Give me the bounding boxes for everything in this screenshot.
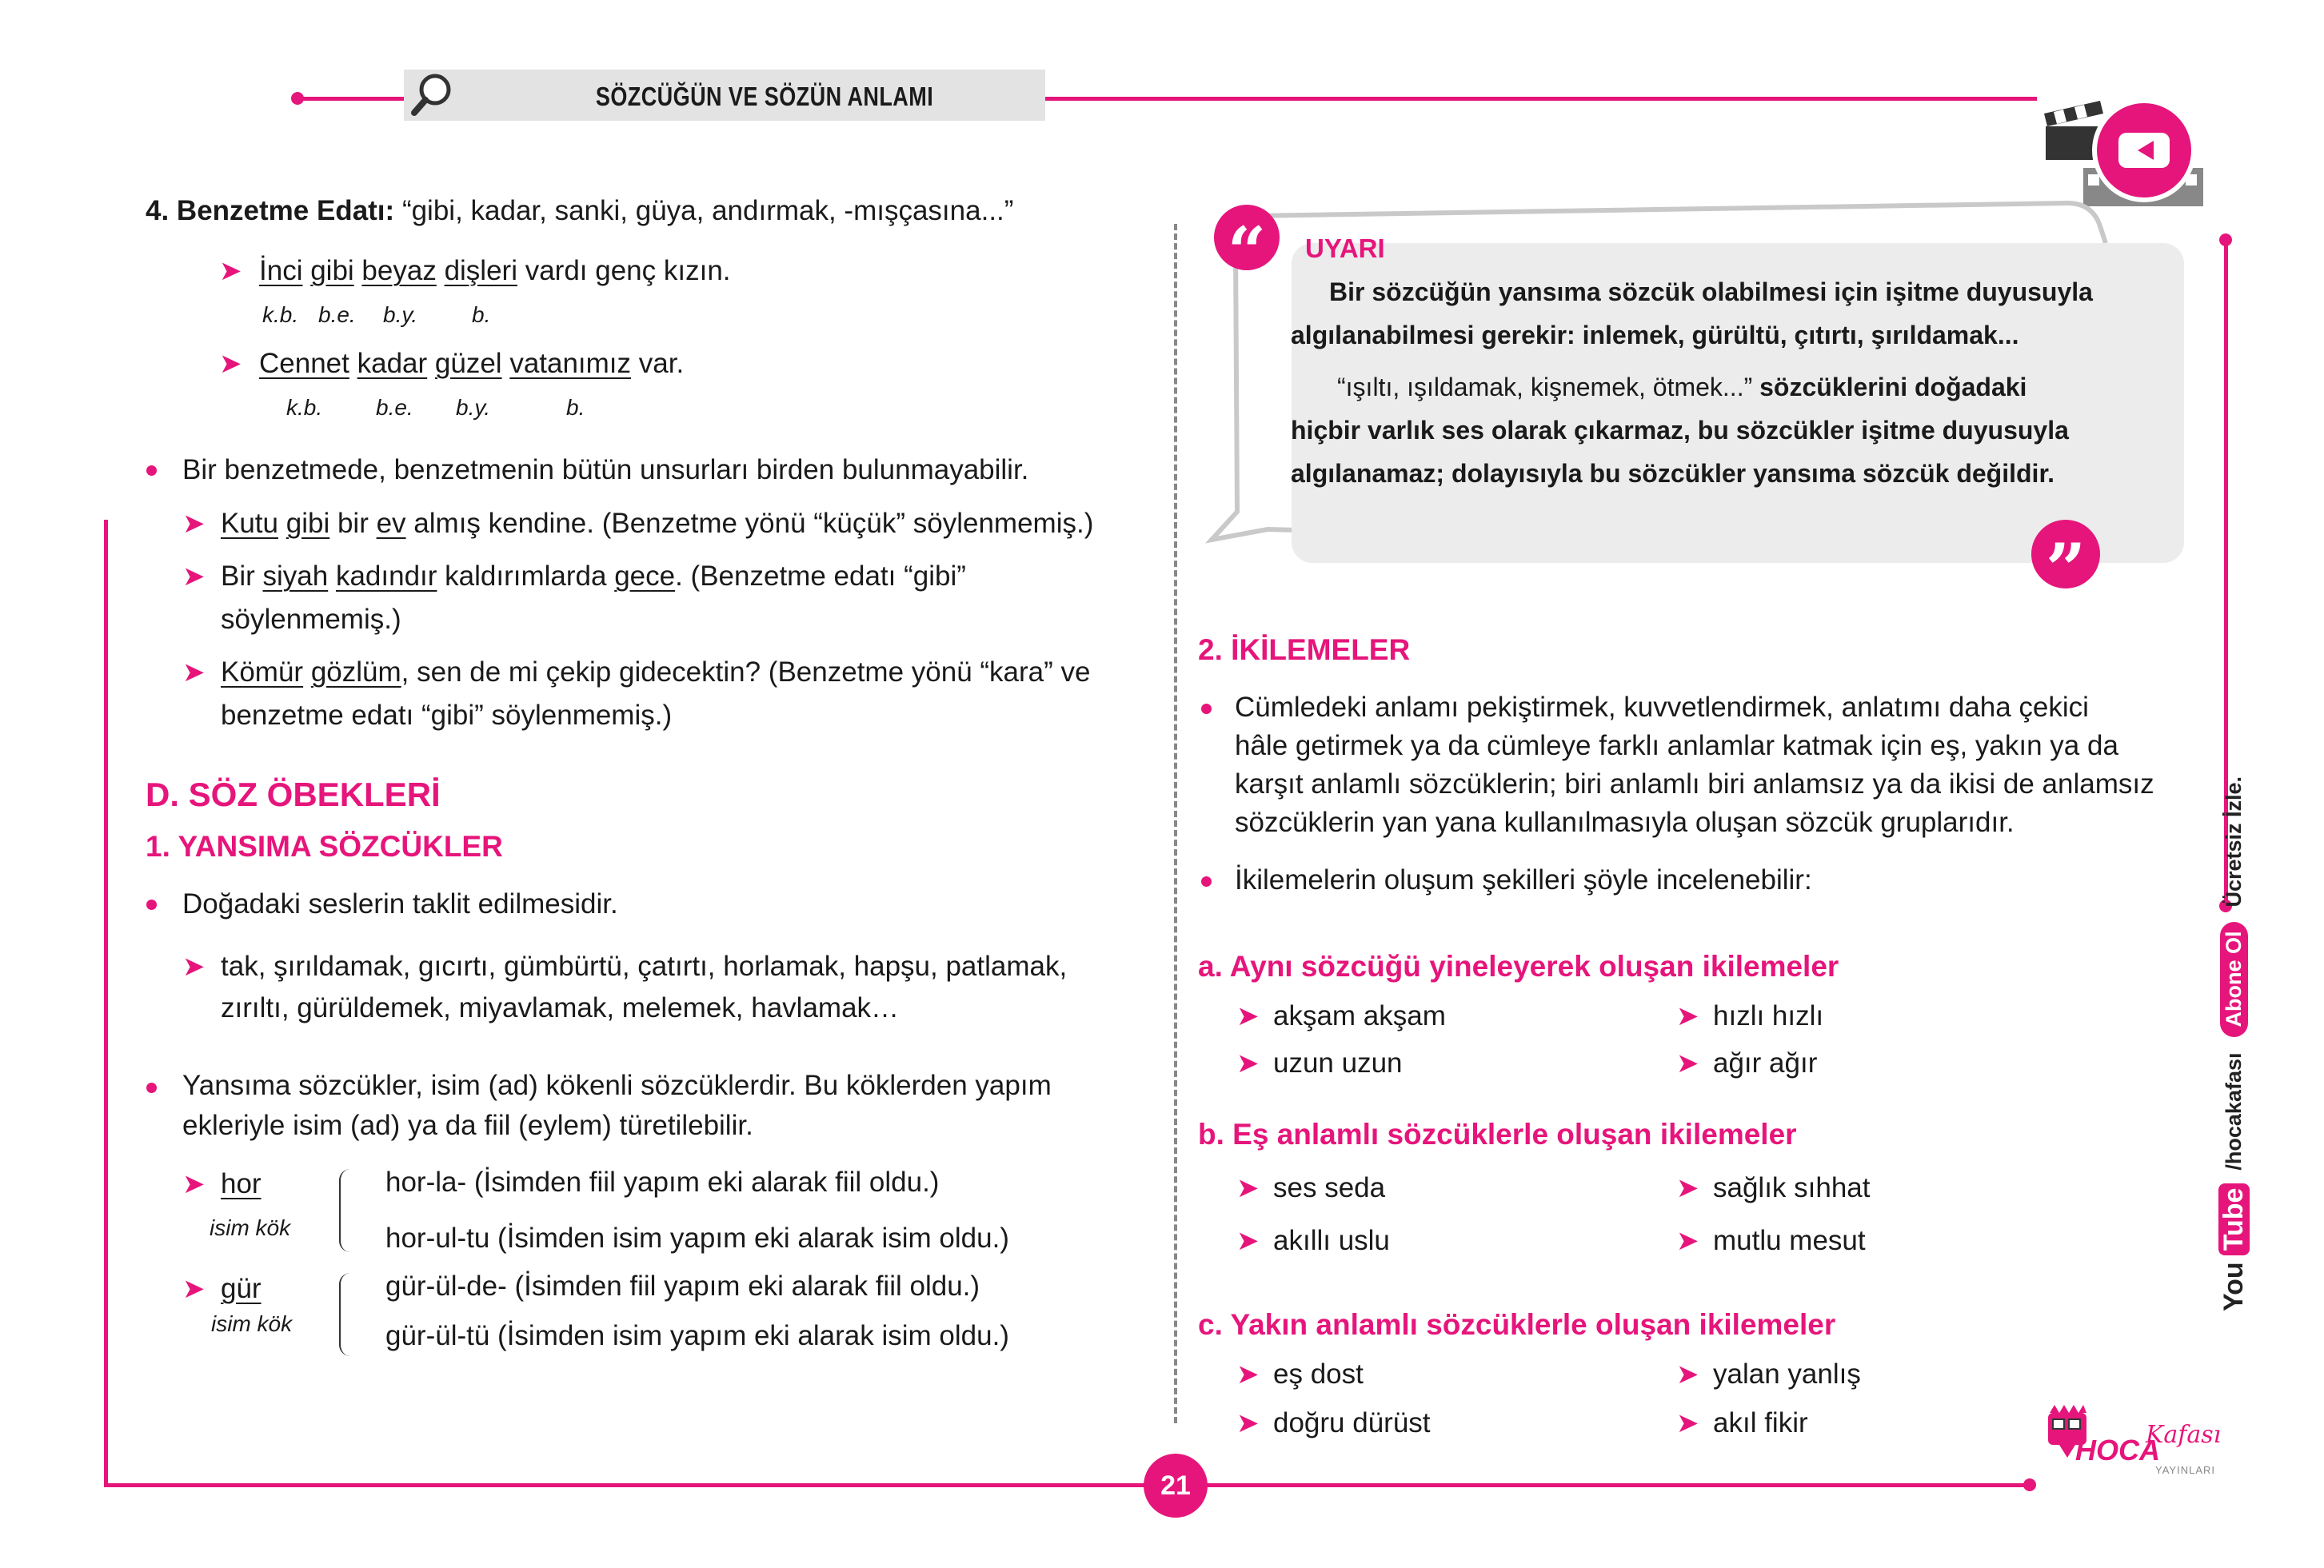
brace: [339, 1273, 353, 1356]
arrow-icon: ➤: [1676, 1001, 1699, 1031]
ikileme-item: mutlu mesut: [1713, 1225, 1866, 1256]
sentence-rest: vardı genç kızın.: [525, 255, 731, 286]
ikileme-item: doğru dürüst: [1273, 1407, 1431, 1438]
arrow-icon: ➤: [1236, 1173, 1260, 1203]
word: gece: [614, 561, 676, 592]
yansima-examples-1: tak, şırıldamak, gıcırtı, gümbürtü, çatırtı, horlamak, hapşu, patlamak,: [221, 951, 1068, 982]
free-watch-label: Ücretsiz İzle.: [2221, 776, 2246, 908]
ikileme-def-4: sözcüklerin yan yana kullanılmasıyla oluşan sözcük gruplarıdır.: [1235, 807, 2015, 838]
ikileme-intro: İkilemelerin oluşum şekilleri şöyle incelenebilir:: [1235, 864, 1812, 896]
hoca-kafasi-logo: [2043, 1403, 2222, 1491]
ikileme-item: ağır ağır: [1713, 1047, 1818, 1079]
benzetme-edati-line: [146, 194, 1013, 228]
arrow-icon: ➤: [1236, 1226, 1260, 1256]
yansima-examples-2: zırıltı, gürüldemek, miyavlamak, melemek, havlamak…: [221, 992, 900, 1023]
note-example-1: [221, 507, 1093, 541]
sentence-rest: var.: [638, 348, 685, 379]
header-left-line: [297, 97, 409, 101]
word: Kömür: [221, 656, 304, 688]
word: Kutu: [221, 508, 278, 539]
page-number: 21: [1160, 1470, 1191, 1501]
label-kb: k.b.: [286, 395, 323, 420]
section-2-heading: 2. İKİLEMELER: [1198, 633, 1411, 666]
benzetme-note: Bir benzetmede, benzetmenin bütün unsurları birden bulunmayabilir.: [182, 454, 1029, 485]
channel-name: /hocakafası: [2221, 1052, 2246, 1171]
bottom-frame-line: [104, 1483, 2031, 1487]
word-be: kadar: [357, 348, 428, 379]
header-right-line: [1045, 97, 2037, 101]
ikileme-def-3: karşıt anlamlı sözcüklerin; biri anlamlı biri anlamsız ya da ikisi de anlamsız: [1235, 768, 2154, 800]
bullet: [146, 465, 157, 476]
yansima-kok-1: Yansıma sözcükler, isim (ad) kökenli sözcüklerdir. Bu köklerden yapım: [182, 1070, 1052, 1101]
benzetme-edati-text: “gibi, kadar, sanki, güya, andırmak, -mışçasına...”: [401, 195, 1014, 226]
word-be: gibi: [310, 255, 354, 286]
arrow-icon: ➤: [182, 1274, 206, 1304]
yansima-kok-2: ekleriyle isim (ad) ya da fiil (eylem) türetilebilir.: [182, 1110, 753, 1141]
isim-kok-label: isim kök: [210, 1215, 291, 1240]
arrow-icon: ➤: [1236, 1001, 1260, 1031]
uyari-line-1: Bir sözcüğün yansıma sözcük olabilmesi için işitme duyusuyla: [1329, 277, 2093, 306]
gur-derivation-2: gür-ül-tü (İsimden isim yapım eki alarak isim oldu.): [385, 1320, 1009, 1351]
uyari-line-3-bold: sözcüklerini doğadaki: [1759, 373, 2027, 401]
word: bir: [337, 508, 369, 539]
ikileme-item: akıllı uslu: [1273, 1225, 1390, 1256]
ikileme-item: eş dost: [1273, 1359, 1364, 1390]
youtube-you: You: [2218, 1262, 2249, 1311]
sentence-rest: . (Benzetme edatı “gibi”: [675, 561, 966, 592]
ikileme-item: sağlık sıhhat: [1713, 1172, 1871, 1203]
word: ev: [376, 508, 406, 539]
yansima-definition: Doğadaki seslerin taklit edilmesidir.: [182, 888, 618, 920]
arrow-icon: ➤: [1676, 1173, 1699, 1203]
word: siyah: [262, 561, 329, 592]
note-example-3-line2: benzetme edatı “gibi” söylenmemiş.): [221, 700, 673, 731]
column-divider: [1174, 224, 1177, 1423]
word: kaldırımlarda: [445, 561, 607, 592]
gur-derivation-1: gür-ül-de- (İsimden fiil yapım eki alarak fiil oldu.): [385, 1271, 980, 1302]
arrow-icon: ➤: [219, 349, 242, 379]
bullet: [146, 1083, 157, 1093]
arrow-icon: ➤: [1236, 1408, 1260, 1438]
logo-kafasi: Kafası: [2146, 1421, 2222, 1449]
youtube-sidebar[interactable]: [2218, 776, 2250, 1311]
word-by: beyaz: [361, 255, 437, 286]
uyari-title: UYARI: [1305, 233, 1385, 263]
uyari-line-4: hiçbir varlık ses olarak çıkarmaz, bu sözcükler işitme duyusuyla: [1291, 416, 2069, 445]
section-1-heading: 1. YANSIMA SÖZCÜKLER: [146, 830, 503, 863]
arrow-icon: ➤: [1676, 1408, 1699, 1438]
word-b: dişleri: [444, 255, 517, 286]
label-b: b.: [566, 395, 585, 420]
word: gibi: [286, 508, 330, 539]
arrow-icon: ➤: [1676, 1048, 1699, 1079]
example-sentence-1: [259, 254, 731, 288]
ikileme-def-1: Cümledeki anlamı pekiştirmek, kuvvetlendirmek, anlatımı daha çekici: [1235, 692, 2089, 723]
arrow-icon: ➤: [1676, 1226, 1699, 1256]
ikileme-item: hızlı hızlı: [1713, 1000, 1824, 1031]
sentence-rest: almış kendine. (Benzetme yönü “küçük” söylenmemiş.): [413, 508, 1094, 539]
bullet: [146, 900, 157, 910]
page-number-badge: [1144, 1454, 1208, 1518]
label-b: b.: [472, 302, 491, 327]
benzetme-edati-label: 4. Benzetme Edatı:: [146, 195, 395, 226]
subsection-c-heading: c. Yakın anlamlı sözcüklerle oluşan ikilemeler: [1198, 1308, 1836, 1341]
arrow-icon: ➤: [182, 561, 206, 592]
uyari-line-3: [1337, 370, 2027, 404]
ikileme-item: uzun uzun: [1273, 1047, 1403, 1079]
arrow-icon: ➤: [219, 256, 242, 286]
logo-hoca: HOCA: [2075, 1434, 2160, 1466]
word: gözlüm: [310, 656, 401, 688]
subsection-b-heading: b. Eş anlamlı sözcüklerle oluşan ikilemeler: [1198, 1118, 1797, 1151]
word-by: güzel: [434, 348, 502, 379]
uyari-line-3-normal: “ışıltı, ışıldamak, kişnemek, ötmek...”: [1337, 373, 1753, 401]
root-gur: gür: [221, 1273, 262, 1304]
word: Bir: [221, 561, 255, 592]
magnifier-icon: [408, 70, 456, 122]
hor-derivation-2: hor-ul-tu (İsimden isim yapım eki alarak isim oldu.): [385, 1223, 1009, 1254]
left-frame-line: [104, 520, 108, 1487]
isim-kok-label: isim kök: [211, 1311, 293, 1336]
uyari-line-5: algılanamaz; dolayısıyla bu sözcükler yansıma sözcük değildir.: [1291, 459, 2055, 488]
bullet: [1201, 704, 1212, 714]
logo-yayinlari: YAYINLARI: [2155, 1464, 2215, 1476]
root-hor: hor: [221, 1168, 262, 1199]
ikileme-item: yalan yanlış: [1713, 1359, 1861, 1390]
word-kb: Cennet: [259, 348, 349, 379]
note-example-2: [221, 560, 966, 593]
quote-close-icon: ”: [2031, 520, 2100, 588]
subscribe-badge[interactable]: Abone Ol: [2220, 922, 2248, 1037]
subsection-a-heading: a. Aynı sözcüğü yineleyerek oluşan ikilemeler: [1198, 950, 1839, 983]
label-kb: k.b.: [262, 302, 299, 327]
word-b: vatanımız: [509, 348, 632, 379]
arrow-icon: ➤: [182, 657, 206, 688]
bottom-right-dot: [2023, 1478, 2036, 1491]
uyari-line-2: algılanabilmesi gerekir: inlemek, gürültü, çıtırtı, şırıldamak...: [1291, 321, 2019, 349]
page-title: SÖZCÜĞÜN VE SÖZÜN ANLAMI: [595, 82, 934, 111]
label-be: b.e.: [376, 395, 413, 420]
sentence-rest: , sen de mi çekip gidecektin? (Benzetme yönü “kara” ve: [401, 656, 1091, 688]
ikileme-item: ses seda: [1273, 1172, 1386, 1203]
arrow-icon: ➤: [1236, 1359, 1260, 1390]
label-by: b.y.: [383, 302, 418, 327]
hor-derivation-1: hor-la- (İsimden fiil yapım eki alarak fiil oldu.): [385, 1167, 940, 1198]
label-by: b.y.: [456, 395, 491, 420]
arrow-icon: ➤: [1236, 1048, 1260, 1079]
brace: [339, 1169, 353, 1252]
example-sentence-2: [259, 347, 684, 381]
word: kadındır: [335, 561, 437, 592]
note-example-2-line2: söylenmemiş.): [221, 604, 401, 635]
arrow-icon: ➤: [182, 1169, 206, 1199]
arrow-icon: ➤: [182, 509, 206, 539]
arrow-icon: ➤: [1676, 1359, 1699, 1390]
ikileme-item: akşam akşam: [1273, 1000, 1446, 1031]
word-kb: İnci: [259, 255, 303, 286]
ikileme-def-2: hâle getirmek ya da cümleye farklı anlamlar katmak için eş, yakın ya da: [1235, 730, 2118, 761]
quote-open-icon: “: [1214, 205, 1280, 270]
note-example-3: [221, 656, 1090, 689]
section-d-heading: D. SÖZ ÖBEKLERİ: [146, 776, 441, 813]
bullet: [1201, 876, 1212, 887]
arrow-icon: ➤: [182, 952, 206, 982]
youtube-tube: Tube: [2218, 1183, 2250, 1256]
ikileme-item: akıl fikir: [1713, 1407, 1808, 1438]
label-be: b.e.: [318, 302, 356, 327]
